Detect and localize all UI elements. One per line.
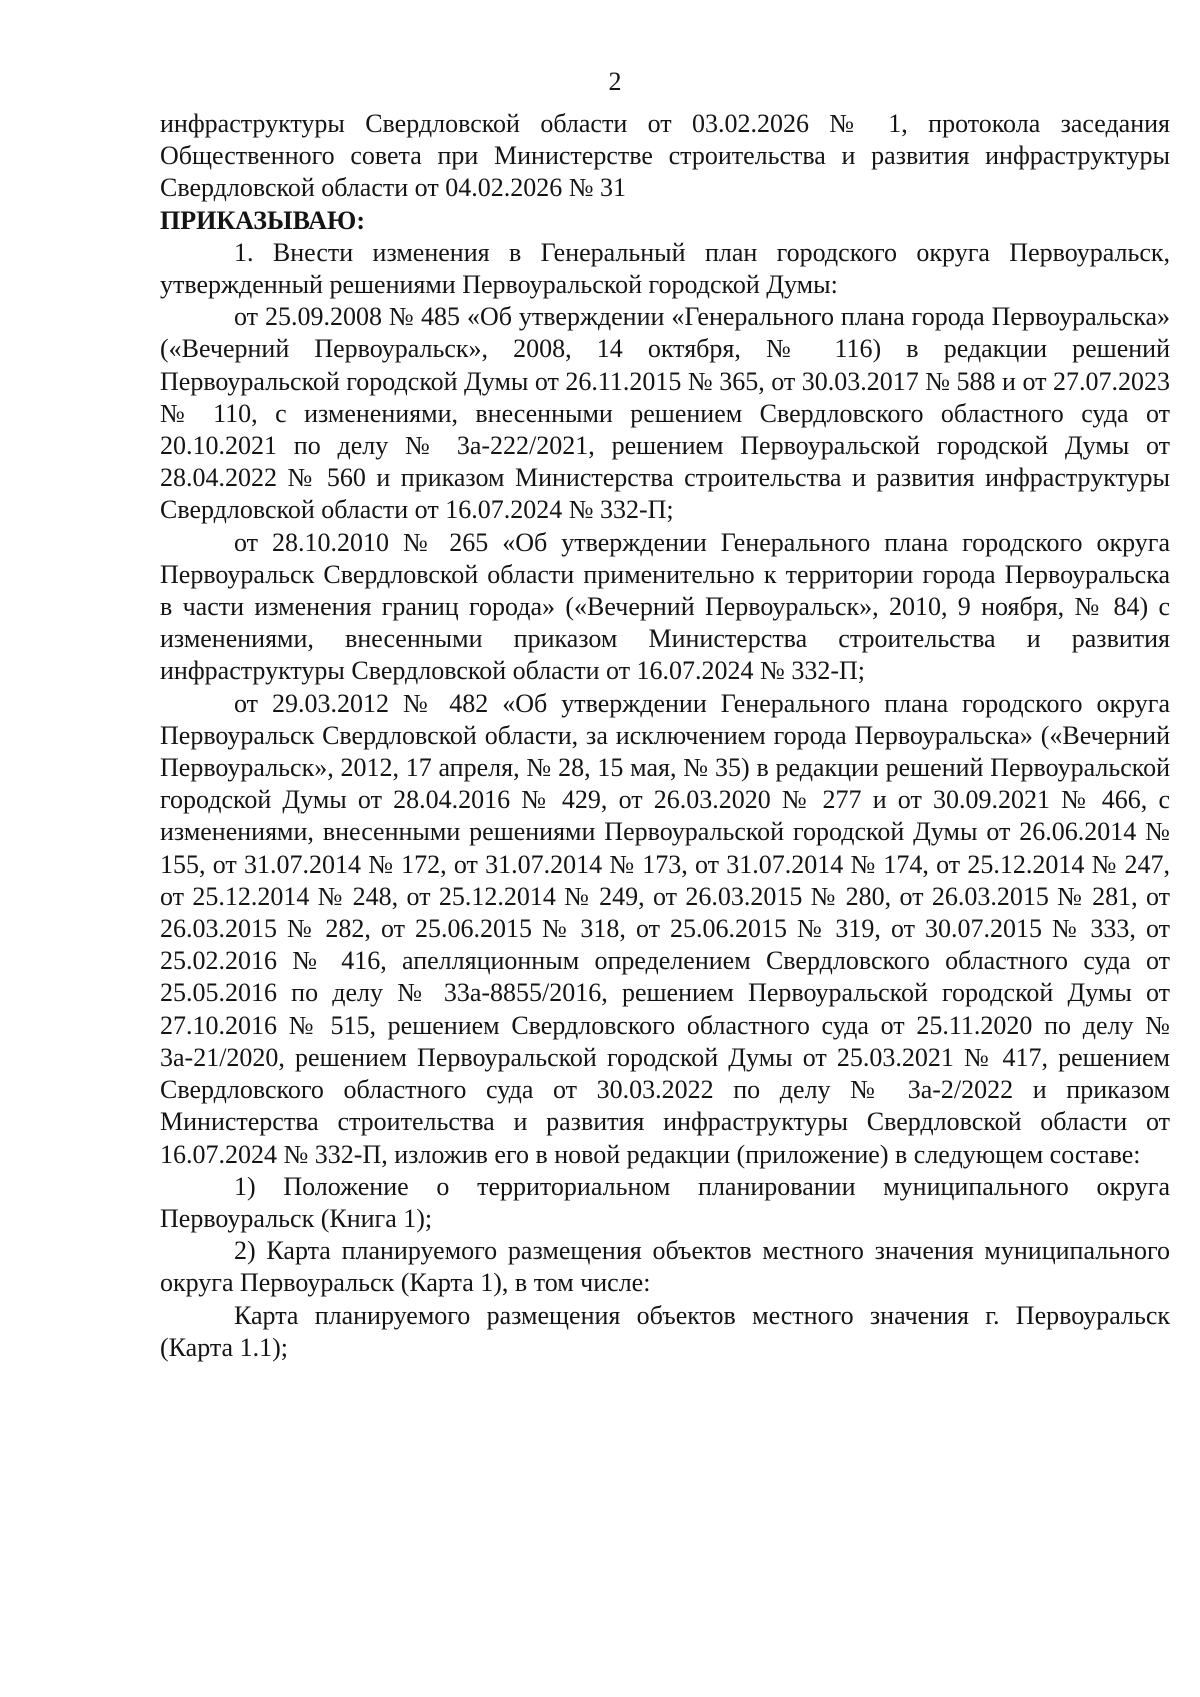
paragraph-order-heading: ПРИКАЗЫВАЮ: <box>160 205 365 235</box>
page-number: 2 <box>608 67 622 96</box>
paragraph-item-1: 1. Внести изменения в Генеральный план городского округа Первоуральск, утвержденный решениями Первоуральской городской Думы: <box>160 237 1170 300</box>
paragraph-decision-2012: от 29.03.2012 № 482 «Об утверждении Генерального плана городского округа Первоуральск Свердловской области, за исключением города Первоуральска» («Вечерний Первоуральск», 2012, 17 апреля, № 28, 15 мая, № 35) в редакции решений Первоуральской городской Думы от 28.04.2016 № 429, от 26.03.2020 № 277 и от 30.09.2021 № 466, с изменениями, внесенными решениями Первоуральской городской Думы от 26.06.2014 № 155, от 31.07.2014 № 172, от 31.07.2014 № 173, от 31.07.2014 № 174, от 25.12.2014 № 247, от 25.12.2014 № 248, от 25.12.2014 № 249, от 26.03.2015 № 280, от 26.03.2015 № 281, от 26.03.2015 № 282, от 25.06.2015 № 318, от 25.06.2015 № 319, от 30.07.2015 № 333, от 25.02.2016 № 416, апелляционным определением Свердловского областного суда от 25.05.2016 по делу № 33а-8855/2016, решением Первоуральской городской Думы от 27.10.2016 № 515, решением Свердловского областного суда от 25.11.2020 по делу № 3а-21/2020, решением Первоуральской городской Думы от 25.03.2021 № 417, решением Свердловского областного суда от 30.03.2022 по делу № 3а-2/2022 и приказом Министерства строительства и развития инфраструктуры Свердловской области от 16.07.2024 № 332-П, изложив его в новой редакции (приложение) в следующем составе: <box>160 688 1170 1169</box>
paragraph-subitem-2: 2) Карта планируемого размещения объектов местного значения муниципального округа Первоуральск (Карта 1), в том числе: <box>160 1236 1170 1298</box>
paragraph-decision-2008: от 25.09.2008 № 485 «Об утверждении «Генерального плана города Первоуральска» («Вечерний Первоуральск», 2008, 14 октября, № 116) в редакции решений Первоуральской городской Думы от 26.11.2015 № 365, от 30.03.2017 № 588 и от 27.07.2023 № 110, с изменениями, внесенными решением Свердловского областного суда от 20.10.2021 по делу № 3а-222/2021, решением Первоуральской городской Думы от 28.04.2022 № 560 и приказом Министерства строительства и развития инфраструктуры Свердловской области от 16.07.2024 № 332-П; <box>160 302 1170 525</box>
document-body <box>160 108 1170 1364</box>
paragraph-preamble: инфраструктуры Свердловской области от 03.02.2026 № 1, протокола заседания Общественного совета при Министерстве строительства и развития инфраструктуры Свердловской области от 04.02.2026 № 31 <box>160 109 1170 203</box>
paragraph-map-1-1: Карта планируемого размещения объектов местного значения г. Первоуральск (Карта 1.1); <box>160 1300 1170 1362</box>
paragraph-decision-2010: от 28.10.2010 № 265 «Об утверждении Генерального плана городского округа Первоуральск Свердловской области применительно к территории города Первоуральска в части изменения границ города» («Вечерний Первоуральск», 2010, 9 ноября, № 84) с изменениями, внесенными приказом Министерства строительства и развития инфраструктуры Свердловской области от 16.07.2024 № 332-П; <box>160 527 1170 686</box>
paragraph-subitem-1: 1) Положение о территориальном планировании муниципального округа Первоуральск (Книга 1); <box>160 1171 1170 1233</box>
